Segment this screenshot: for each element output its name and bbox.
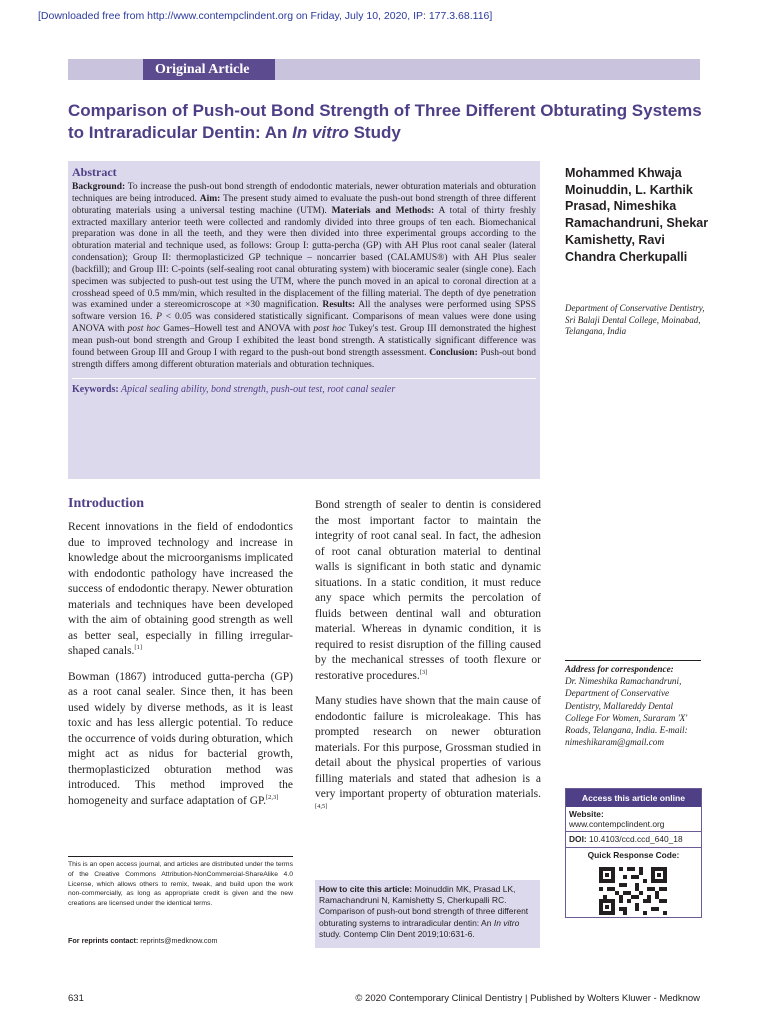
cite-text-2: study. Contemp Clin Dent 2019;10:631-6. [319,928,475,939]
license-notice: This is an open access journal, and articles are distributed under the terms of the Creative Commons Attribution-NonCommercial-ShareAlike 4.0 License, which allows others to remix, tweak, and build upon the work non-commercially, as long as appropriate credit is given and the new creations are licensed under the identical terms. [68,856,293,909]
abstract-box [68,161,540,479]
results-posthoc-1: post hoc [127,324,161,335]
correspondence-label: Address for correspondence: [565,664,674,674]
title-main: Comparison of Push-out Bond Strength of Three Different Obturating Systems to Intraradicular Dentin: An [68,101,702,142]
background-text: To increase the push-out bond strength of endodontic materials, newer obturation materials and obturation techniques are being introduced. [72,182,536,204]
intro-p3-text: Bond strength of sealer to dentin is considered the most important factor to maintain the integrity of root canal seal. In fact, the adhesion of root canal obturation material to dentinal walls is significant in both static and dynamic situations. In a static condition, it must reduce any space which permits the percolation of fluids between dentinal wall and obturation material. Whereas in dynamic condition, it is required to resist disruption of the filling caused by the mechanical stresses of tooth flexure or restorative procedures. [315,499,541,682]
intro-paragraph-1 [68,520,293,660]
keywords-text: Apical sealing ability, bond strength, push-out test, root canal sealer [118,383,396,395]
results-text-3: Games–Howell test and ANOVA with [160,324,314,335]
reprints-email[interactable]: reprints@medknow.com [138,936,218,945]
correspondence-address [565,660,701,748]
intro-paragraph-3 [315,498,541,684]
author-list: Mohammed Khwaja Moinuddin, L. Karthik Prasad, Nimeshika Ramachandruni, Shekar Kamishetty, Ravi Chandra Cherkupalli [565,166,709,264]
intro-p2-text: Bowman (1867) introduced gutta-percha (GP) as a root canal sealer. Since then, it has been used widely by diverse methods, as it is least toxic and has less allergic potential. To reduce the occurrence of voids during obturation, which might act as nidus for bacterial growth, thermoplasticized obturation method was introduced. This method improved the homogeneity and surface adaptation of GP. [68,670,293,807]
abstract-text [72,182,536,372]
website-link[interactable]: www.contempclindent.org [569,819,665,830]
publisher-footer: © 2020 Contemporary Clinical Dentistry | Published by Wolters Kluwer - Medknow [355,993,700,1004]
author-affiliation: Department of Conservative Dentistry, Sri Balaji Dental College, Moinabad, Telangana, India [565,303,705,337]
article-title [68,100,718,144]
website-label: Website: [569,809,604,819]
results-text-4: Tukey's test. Group III demonstrated the highest mean push-out bond strength and Group I exhibited the least bond strength. A statistically significant difference was found between Group III and Group I with regard to the push-out bond strength assessment. [72,324,537,358]
citation-ref[interactable]: [4,5] [315,802,328,810]
abstract-heading: Abstract [72,165,117,179]
citation-ref[interactable]: [3] [419,668,428,676]
access-online-box [565,788,702,918]
body-column-left [68,520,293,819]
qr-code-icon[interactable] [599,867,667,915]
cite-text-1: Moinuddin MK, Prasad LK, Ramachandruni N, Kamishetty S, Cherkupalli RC. Comparison of push-out bond strength of three different obturating systems to intraradicular dentin: An [319,884,529,928]
download-notice: [Downloaded free from http://www.contempclindent.org on Friday, July 10, 2020, IP: 177.3.68.116] [38,10,493,22]
citation-box [315,880,540,948]
doi-value[interactable]: 10.4103/ccd.ccd_640_18 [586,834,683,845]
cite-italic: In vitro [493,917,520,928]
results-posthoc-2: post hoc [313,324,346,335]
title-italic: In vitro [292,123,349,142]
doi-row [566,832,701,847]
results-text-1: All the analyses were performed using SPSS software version 16. [72,300,536,323]
title-end: Study [348,123,401,142]
results-label: Results: [322,300,356,311]
website-row [566,807,701,832]
intro-paragraph-4 [315,694,541,818]
intro-p1-text: Recent innovations in the field of endodontics due to improved technology and increase in knowledge about the microorganisms implicated with endodontic pathology have increased the success of endodontic therapy. Newer obturation materials and techniques have been developed with the aim of obtaining good strength as well as better seal, especially in filling irregular-shaped canals. [68,521,293,657]
qr-label: Quick Response Code: [587,849,680,860]
background-label: Background: [72,182,126,192]
keywords [72,378,536,395]
citation-ref[interactable]: [1] [134,644,143,652]
aim-label: Aim: [199,193,221,204]
access-header: Access this article online [566,789,701,807]
body-column-right [315,498,541,828]
conclusion-label: Conclusion: [429,347,478,358]
methods-label: Materials and Methods: [331,205,435,216]
correspondence-text: Dr. Nimeshika Ramachandruni, Department of Conservative Dentistry, Mallareddy Dental College For Women, Suraram 'X' Roads, Telangana, India. E-mail: nimeshikaram@gmail.com [565,676,688,748]
aim-text: The present study aimed to evaluate the push-out bond strength of three different obturating materials using a universal testing machine (UTM). [72,193,536,216]
citation-ref[interactable]: [2,3] [266,793,279,801]
introduction-heading: Introduction [68,496,144,511]
page-number: 631 [68,993,84,1004]
intro-paragraph-2 [68,670,293,810]
article-type-label: Original Article [143,59,275,80]
intro-p4-text: Many studies have shown that the main cause of endodontic failure is microleakage. This has prompted research on newer obturation materials. For this purpose, Grossman studied in detail about the physical properties of various filling materials and stated that adhesion is a very important property of obturation materials. [315,695,541,800]
doi-label: DOI: [569,834,587,845]
conclusion-text: Push-out bond strength differs among different obturation materials and obturation techniques. [72,347,536,370]
keywords-label: Keywords: [72,383,119,395]
methods-text: A total of thirty freshly extracted maxillary anterior teeth were collected and randomly divided into three groups of ten each. Biomechanical preparation was done in all the teeth, and they were then divided into three experimental groups according to the obturation material and technique used, as follows: Group I: gutta-percha (GP) with AH Plus root canal sealer (lateral condensation); Group II: thermoplasticized GP technique – noncarrier based (CALAMUS®) with AH Plus sealer (backfill); and Group III: C-points (self-sealing root canal obturating system) with bioceramic sealer (single cone). Each specimen was subjected to push-out test using the UTM, where the punch moved in an apical to coronal direction at a crosshead speed of 0.5 mm/min, which resulted in the displacement of the filling material. The depth of dye penetration was examined under a stereomicroscope at ×30 magnification. [72,205,536,311]
results-text-2: < 0.05 was considered statistically significant. Comparisons of mean values were done using ANOVA with [72,312,536,335]
reprints-contact [68,936,293,945]
cite-label: How to cite this article: [319,884,413,894]
reprints-label: For reprints contact: [68,936,139,945]
results-p: P [156,312,162,323]
